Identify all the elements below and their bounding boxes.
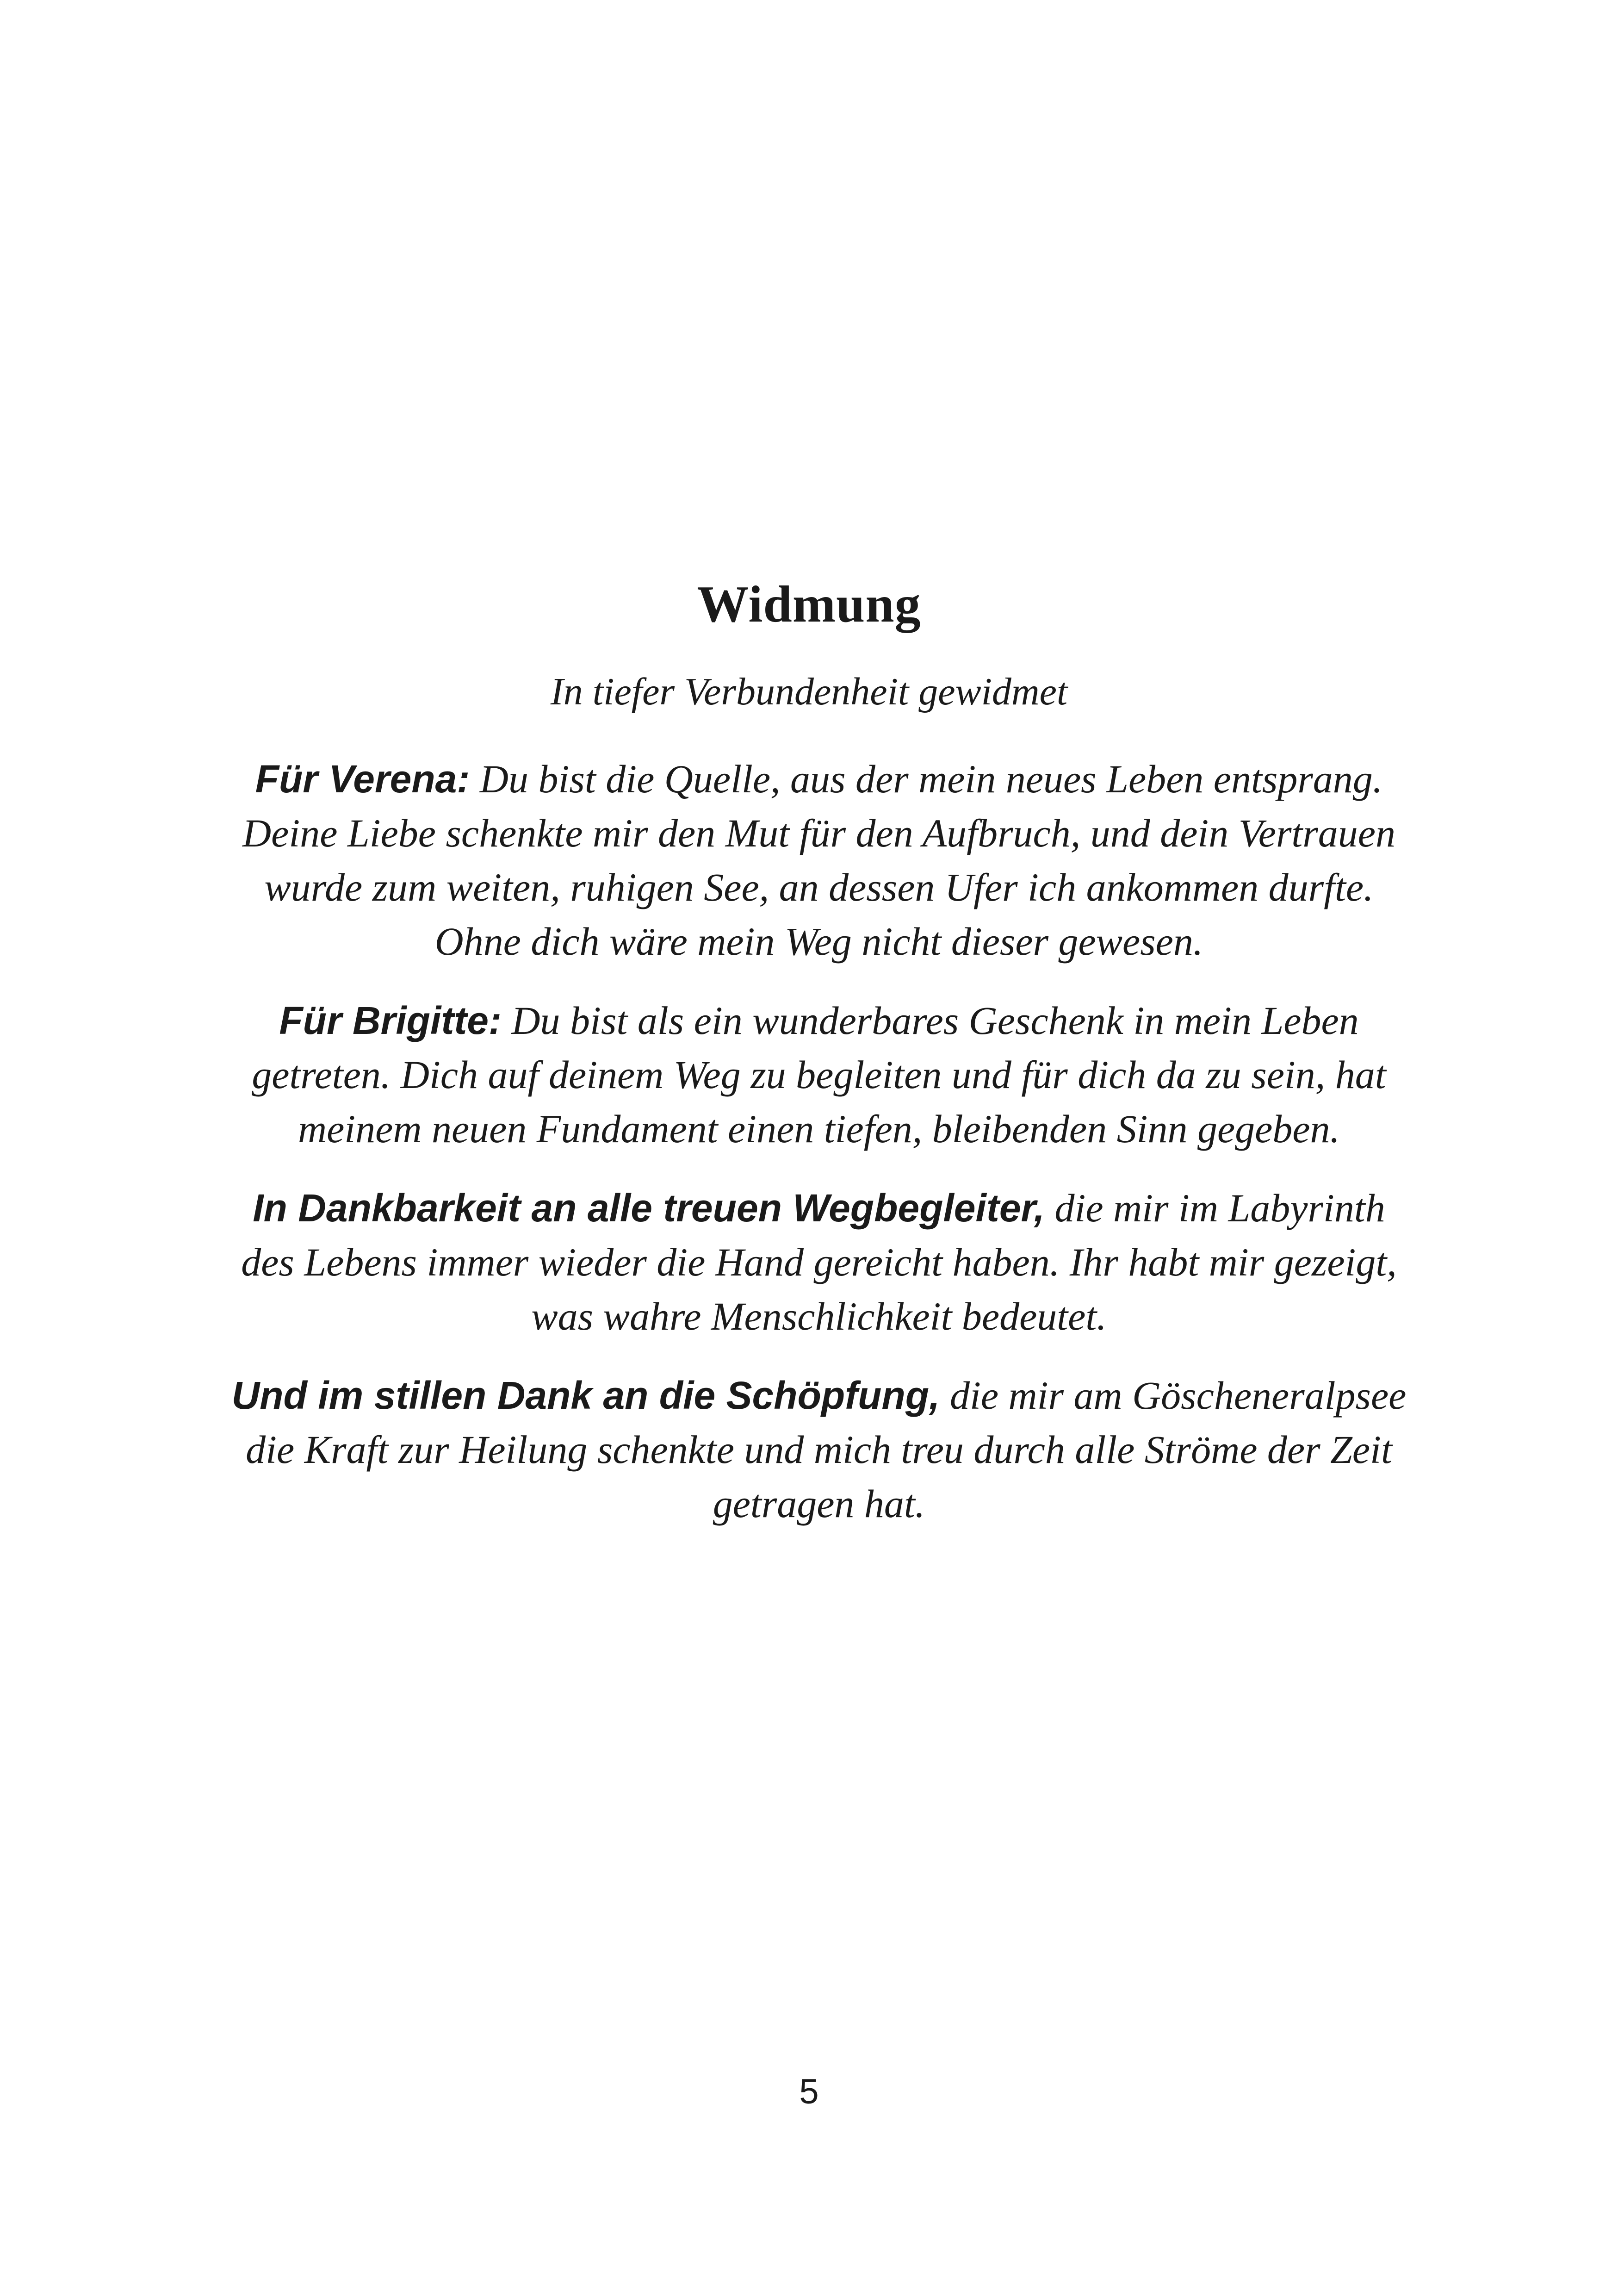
dedication-lead: Und im stillen Dank an die Schöpfung, xyxy=(231,1374,940,1417)
dedication-companions xyxy=(222,1181,1416,1344)
dedication-brigitte xyxy=(222,994,1416,1156)
dedication-text: die mir im Labyrinth des Lebens immer wieder die Hand gereicht haben. Ihr habt mir gezeigt, was wahre Menschlichkeit bedeutet. xyxy=(241,1186,1397,1338)
dedication-lead: Für Verena: xyxy=(255,757,470,801)
dedication-text: Du bist als ein wunderbares Geschenk in mein Leben getreten. Dich auf deinem Weg zu begleiten und für dich da zu sein, hat meinem neuen Fundament einen tiefen, bleibenden Sinn gegeben. xyxy=(252,998,1386,1151)
dedication-lead: Für Brigitte: xyxy=(279,999,502,1042)
dedication-text: die mir am Göscheneralpsee die Kraft zur Heilung schenkte und mich treu durch alle Ströme der Zeit getragen hat. xyxy=(246,1373,1407,1526)
page-title: Widmung xyxy=(697,576,921,633)
dedication-text: Du bist die Quelle, aus der mein neues Leben entsprang. Deine Liebe schenkte mir den Mut für den Aufbruch, und dein Vertrauen wurde zum weiten, ruhigen See, an dessen Ufer ich ankommen durfte. Ohne dich wäre mein Weg nicht dieser gewesen. xyxy=(242,757,1395,964)
dedication-lead: In Dankbarkeit an alle treuen Wegbegleiter, xyxy=(253,1186,1045,1230)
dedication-verena xyxy=(222,752,1416,969)
dedication-creation xyxy=(222,1369,1416,1531)
dedication-list xyxy=(222,752,1416,1556)
page-number: 5 xyxy=(799,2072,819,2111)
page-subtitle: In tiefer Verbundenheit gewidmet xyxy=(550,670,1068,713)
